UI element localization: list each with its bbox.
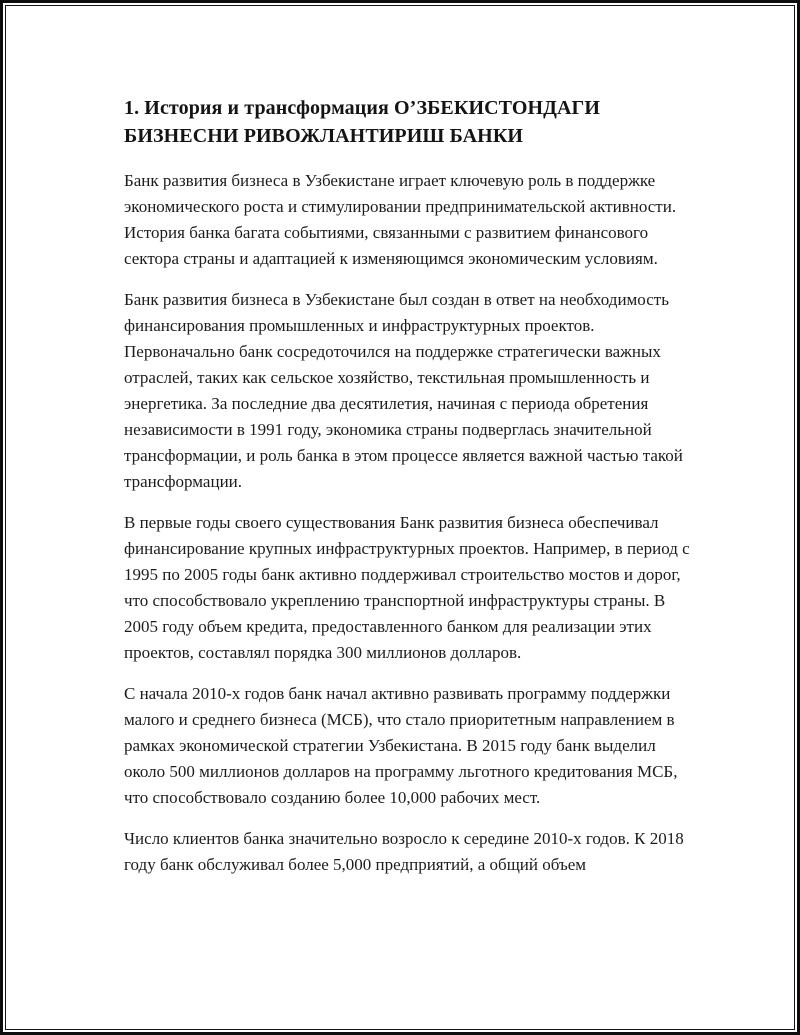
section-heading: 1. История и трансформация О’ЗБЕКИСТОНДАГИ БИЗНЕСНИ РИВОЖЛАНТИРИШ БАНКИ [124, 97, 601, 147]
paragraph-bank-role: Банк развития бизнеса в Узбекистане играет ключевую роль в поддержке экономического роста и стимулировании предпринимательской активности. История банка багата событиями, связанными с развитием финансового сектора страны и адаптацией к изменяющимся экономическим условиям. [124, 171, 677, 268]
paragraph-sme-program: С начала 2010-х годов банк начал активно развивать программу поддержки малого и среднего бизнеса (МСБ), что стало приоритетным направлением в рамках экономической стратегии Узбекистана. В 2015 году банк выделил около 500 миллионов долларов на программу льготного кредитования МСБ, что способствовало созданию более 10,000 рабочих мест. [124, 684, 678, 807]
document-page [124, 94, 700, 893]
document-inner-border [5, 5, 795, 1030]
paragraph-client-growth: Число клиентов банка значительно возросло к середине 2010-х годов. К 2018 году банк обслуживал более 5,000 предприятий, а общий объем [124, 829, 684, 874]
paragraph-early-years: В первые годы своего существования Банк развития бизнеса обеспечивал финансирование крупных инфраструктурных проектов. Например, в период с 1995 по 2005 годы банк активно поддерживал строительство мостов и дорог, что способствовало укреплению транспортной инфраструктуры страны. В 2005 году объем кредита, предоставленного банком для реализации этих проектов, составлял порядка 300 миллионов долларов. [124, 513, 690, 662]
paragraph-bank-founding: Банк развития бизнеса в Узбекистане был создан в ответ на необходимость финансирования промышленных и инфраструктурных проектов. Первоначально банк сосредоточился на поддержке стратегически важных отраслей, таких как сельское хозяйство, текстильная промышленность и энергетика. За последние два десятилетия, начиная с периода обретения независимости в 1991 году, экономика страны подверглась значительной трансформации, и роль банка в этом процессе является важной частью такой трансформации. [124, 290, 683, 491]
